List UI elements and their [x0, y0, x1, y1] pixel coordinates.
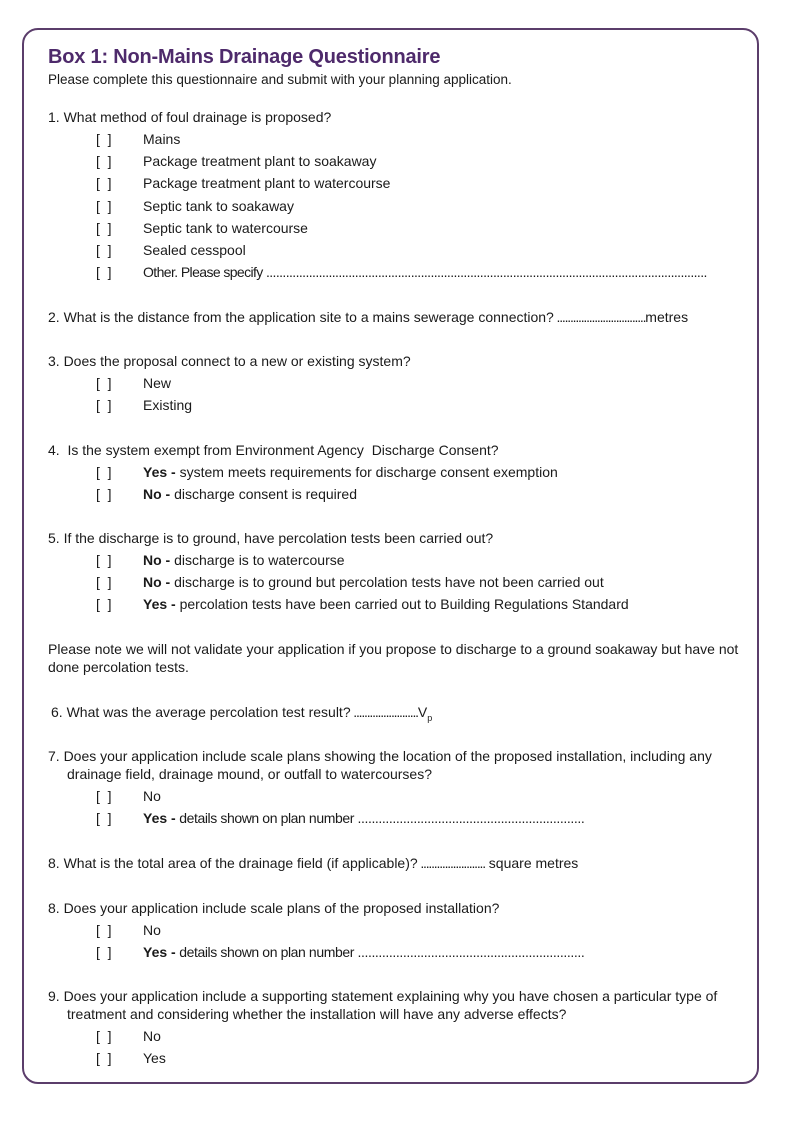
option-sealed-cesspool[interactable]: [ ] Sealed cesspool: [96, 241, 246, 258]
percolation-result-field[interactable]: ........................: [350, 704, 418, 720]
plan-number-field[interactable]: details shown on plan number .................................................................: [175, 810, 585, 827]
option-installation-plans-yes[interactable]: [ ] Yes - details shown on plan number .................................................................: [96, 944, 585, 961]
question-3: [48, 352, 748, 418]
option-septic-watercourse[interactable]: [ ] Septic tank to watercourse: [96, 219, 308, 236]
option-installation-plans-no[interactable]: [ ] No: [96, 922, 161, 938]
option-new[interactable]: [ ] New: [96, 375, 172, 391]
validation-note-text: Please note we will not validate your application if you propose to discharge to a ground soakaway but have not done percolation tests.: [48, 641, 739, 675]
checkbox[interactable]: [ ]: [96, 596, 112, 613]
question-4: [48, 441, 748, 507]
checkbox[interactable]: [ ]: [96, 788, 112, 804]
question-2-text: 2. What is the distance from the application site to a mains sewerage connection?: [48, 309, 554, 325]
page-title: Box 1: Non-Mains Drainage Questionnaire: [48, 46, 441, 68]
checkbox[interactable]: [ ]: [96, 264, 112, 281]
option-exempt-yes[interactable]: [ ] Yes - system meets requirements for discharge consent exemption: [96, 464, 558, 480]
question-7-text: 7. Does your application include scale plans showing the location of the proposed installation, including any drainage field, drainage mound, or outfall to watercourses?: [48, 748, 712, 782]
checkbox[interactable]: [ ]: [96, 375, 112, 391]
checkbox[interactable]: [ ]: [96, 175, 112, 192]
option-septic-soakaway[interactable]: [ ] Septic tank to soakaway: [96, 197, 294, 214]
plan-number-field[interactable]: details shown on plan number .................................................................: [175, 944, 585, 961]
question-9-text: 9. Does your application include a supporting statement explaining why you have chosen a particular type of treatment and considering whether the installation will have any adverse effects?: [48, 988, 718, 1022]
drainage-area-field[interactable]: ........................: [417, 855, 485, 871]
question-8-plans-text: 8. Does your application include scale plans of the proposed installation?: [48, 900, 500, 916]
validation-note: [48, 640, 743, 676]
question-4-text: 4. Is the system exempt from Environment Agency Discharge Consent?: [48, 442, 499, 458]
question-3-text: 3. Does the proposal connect to a new or existing system?: [48, 353, 411, 369]
option-statement-no[interactable]: [ ] No: [96, 1028, 161, 1044]
question-5: [48, 529, 748, 618]
checkbox[interactable]: [ ]: [96, 131, 112, 147]
option-statement-yes[interactable]: [ ] Yes: [96, 1050, 166, 1067]
checkbox[interactable]: [ ]: [96, 810, 112, 827]
checkbox[interactable]: [ ]: [96, 944, 112, 961]
checkbox[interactable]: [ ]: [96, 1050, 112, 1067]
option-package-watercourse[interactable]: [ ] Package treatment plant to watercourse: [96, 175, 391, 192]
option-mains[interactable]: [ ] Mains: [96, 131, 181, 147]
checkbox[interactable]: [ ]: [96, 241, 112, 258]
question-6: 6. What was the average percolation test result? $........................V_p$: [51, 704, 433, 723]
checkbox[interactable]: [ ]: [96, 552, 112, 568]
question-5-text: 5. If the discharge is to ground, have percolation tests been carried out?: [48, 530, 494, 546]
checkbox[interactable]: [ ]: [96, 1028, 112, 1044]
question-9: [48, 987, 748, 1071]
distance-field[interactable]: .................................: [553, 309, 646, 325]
checkbox[interactable]: [ ]: [96, 486, 112, 503]
question-2: [48, 308, 748, 326]
questionnaire-content: [48, 44, 748, 89]
question-1: [48, 108, 748, 285]
checkbox[interactable]: [ ]: [96, 464, 112, 480]
question-8-plans: [48, 899, 748, 965]
checkbox[interactable]: [ ]: [96, 574, 112, 591]
option-other[interactable]: [48, 263, 748, 285]
question-8-area-text: 8. What is the total area of the drainage field (if applicable)?: [48, 855, 418, 871]
other-specify-field[interactable]: Other. Please specify ......................................................................................................................................: [143, 264, 707, 281]
question-7: [48, 747, 748, 831]
option-scale-plans-yes[interactable]: [ ] Yes - details shown on plan number .................................................................: [96, 810, 585, 827]
option-perc-watercourse[interactable]: [ ] No - discharge is to watercourse: [96, 552, 345, 568]
checkbox[interactable]: [ ]: [96, 153, 112, 170]
checkbox[interactable]: [ ]: [96, 219, 112, 236]
option-package-soakaway[interactable]: [ ] Package treatment plant to soakaway: [96, 153, 377, 170]
percolation-unit: V: [417, 704, 428, 720]
option-perc-carried[interactable]: [ ] Yes - percolation tests have been carried out to Building Regulations Standard: [96, 596, 629, 613]
question-6-text: 6. What was the average percolation test result?: [51, 704, 351, 720]
option-existing[interactable]: [ ] Existing: [96, 397, 193, 414]
area-unit: square metres: [484, 855, 579, 871]
option-scale-plans-no[interactable]: [ ] No: [96, 788, 161, 804]
question-8-area: [48, 854, 748, 872]
option-perc-not-carried[interactable]: [ ] No - discharge is to ground but percolation tests have not been carried out: [96, 574, 604, 591]
option-exempt-no[interactable]: [ ] No - discharge consent is required: [96, 486, 357, 503]
checkbox[interactable]: [ ]: [96, 922, 112, 938]
checkbox[interactable]: [ ]: [96, 397, 112, 414]
distance-unit: metres: [645, 309, 689, 325]
intro-text: Please complete this questionnaire and submit with your planning application.: [48, 72, 512, 87]
question-1-text: 1. What method of foul drainage is proposed?: [48, 109, 332, 125]
checkbox[interactable]: [ ]: [96, 197, 112, 214]
